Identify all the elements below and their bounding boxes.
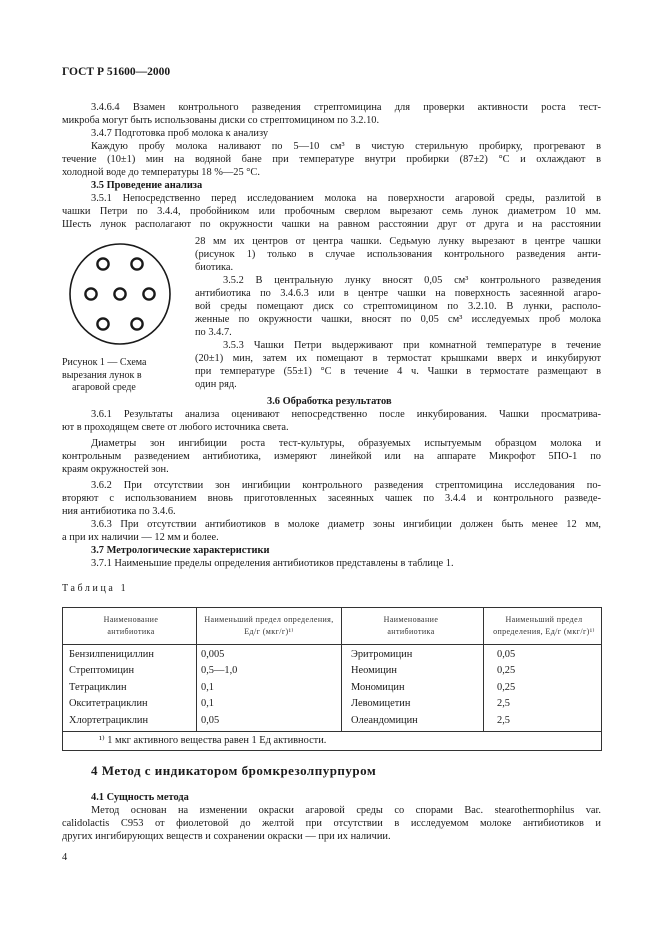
table-header-cell: Наименование антибиотика	[383, 615, 439, 636]
well-bottom-right	[131, 318, 142, 329]
text-line: 3.6.1 Результаты анализа оценивают непосредственно после инкубирования. Чашки просматрива-	[91, 409, 601, 420]
table-cell: Тетрациклин	[69, 681, 127, 693]
table-cell: 0,05	[201, 714, 220, 726]
document-header: ГОСТ Р 51600—2000	[62, 66, 171, 78]
table-cell: 2,5	[497, 698, 510, 710]
table-cell: 0,005	[201, 649, 225, 660]
table-cell: Хлортетрациклин	[69, 714, 149, 726]
table-cell: 0,1	[201, 698, 214, 710]
antibiotics-table	[62, 607, 602, 751]
text-line: 3.7.1 Наименьшие пределы определения антибиотиков представлены в таблице 1.	[91, 558, 454, 569]
well-top-right	[131, 258, 142, 269]
text-line: 28 мм их центров от центра чашки. Седьмую лунку вырезают в центре чашки	[195, 236, 601, 247]
text-line: по 3.4.7.	[195, 327, 232, 338]
figure-caption-line: агаровой среде	[72, 382, 136, 393]
section-heading: 4.1 Сущность метода	[91, 792, 189, 803]
table-header-cell: Наименьший предел определения, Ед/г (мкг/г)¹⁾	[204, 615, 334, 636]
text-line: ния антибиотика по 3.4.6.	[62, 506, 176, 517]
text-line: холодной воде до температуры 18 %—25 °С.	[62, 167, 260, 178]
petri-dish-figure	[62, 236, 178, 352]
well-top-left	[97, 258, 108, 269]
table-cell: Окситетрациклин	[69, 698, 148, 710]
well-bottom-left	[97, 318, 108, 329]
text-line: микроба могут быть использованы диски со стрептомицином по 3.2.10.	[62, 115, 380, 126]
table-caption: Таблица 1	[62, 583, 129, 594]
text-line: антибиотика по 3.4.6.3 или в центре чашки на поверхность засеянной агаро-	[195, 288, 601, 299]
table-cell: 0,5—1,0	[201, 665, 238, 677]
table-header-cell: Наименьший предел определения, Ед/г (мкг/г)¹⁾	[493, 615, 595, 636]
text-line: Диаметры зон ингибиции роста тест-культуры, образуемых испытуемым образцом молока и	[91, 438, 601, 449]
table-cell: Эритромицин	[351, 649, 413, 660]
text-line: а при их наличии — 12 мм и более.	[62, 532, 219, 543]
text-line: ют в проходящем свете от любого источника света.	[62, 422, 289, 433]
section-heading: 3.6 Обработка результатов	[267, 396, 392, 407]
table-header-cell: Наименование антибиотика	[103, 615, 159, 636]
well-middle-right	[143, 288, 154, 299]
table-cell: 2,5	[497, 714, 510, 726]
text-line: 3.5.2 В центральную лунку вносят 0,05 см³ контрольного разведения	[223, 275, 601, 286]
figure-caption	[62, 357, 172, 395]
section-heading: 3.5 Проведение анализа	[91, 180, 203, 191]
page-number: 4	[62, 852, 68, 863]
table-cell: Олеандомицин	[351, 714, 418, 726]
text-line: при температуре (55±1) °С в течение 4 ч. Чашки в термостате размещают в	[195, 366, 601, 377]
text-line: (рисунок 1) только в случае использования контрольного разведения анти-	[195, 249, 601, 260]
text-line: 3.5.1 Непосредственно перед исследованием молока на поверхности агаровой среды, разлитой в	[91, 193, 601, 204]
well-middle-left	[85, 288, 96, 299]
table-footnote: ¹⁾ 1 мкг активного вещества равен 1 Ед активности.	[99, 735, 327, 746]
text-line: Каждую пробу молока наливают по 5—10 см³ в чистую стерильную пробирку, прогревают в	[91, 141, 601, 152]
text-line: течение (10±1) мин на водяной бане при температуре внутри пробирки (87±2) °С и охлаждают в	[62, 154, 601, 165]
well-center	[114, 288, 125, 299]
text-line: вторяют с использованием вновь приготовленных засеянных чашек по 3.4.4 и контрольного разведе-	[62, 493, 601, 504]
table-cell: Неомицин	[351, 665, 397, 677]
text-line: Метод основан на изменении окраски агаровой среды со спорами Bac. stearothermophilus var.	[91, 805, 601, 816]
text-line: чашки Петри по 3.4.4, пробойником или пробочным сверлом вырезают семь лунок диаметром 10 мм.	[62, 206, 601, 217]
table-cell: 0,25	[497, 681, 516, 693]
table-cell: 0,05	[497, 649, 516, 660]
text-line: биотика.	[195, 262, 234, 273]
text-line: один ряд.	[195, 379, 237, 390]
text-line: 3.4.7 Подготовка проб молока к анализу	[91, 128, 269, 139]
table-cell: 0,1	[201, 681, 214, 693]
text-line: Шесть лунок располагают по окружности чашки на равном расстоянии друг от друга и на расстоянии	[62, 219, 601, 230]
section-4-title: 4 Метод с индикатором бромкрезолпурпуром	[91, 763, 377, 778]
table-cell: Левомицетин	[351, 698, 411, 710]
text-line: краям окружностей зон.	[62, 464, 169, 475]
table-cell: Стрептомицин	[69, 665, 135, 677]
figure-caption-line: вырезания лунок в	[62, 369, 142, 381]
text-line: 3.6.3 При отсутствии антибиотиков в молоке диаметр зоны ингибиции должен быть менее 12 мм,	[91, 519, 601, 530]
table-cell: 0,25	[497, 665, 516, 677]
text-line: женные по окружности чашки, вносят по 0,05 см³ исследуемых проб молока	[195, 314, 601, 325]
text-line: вой среды помещают диск со стрептомицином по 3.2.10. В лунки, располо-	[195, 301, 601, 312]
text-line: (20±1) мин, затем их помещают в термостат крышками вверх и инкубируют	[195, 353, 601, 364]
table-cell: Бензилпенициллин	[69, 649, 154, 660]
text-line: 3.5.3 Чашки Петри выдерживают при комнатной температуре в течение	[223, 340, 601, 351]
figure-caption-line: Рисунок 1 — Схема	[62, 357, 147, 368]
text-line: 3.4.6.4 Взамен контрольного разведения стрептомицина для проверки активности роста тест-	[91, 102, 601, 113]
table-cell: Мономицин	[351, 681, 405, 693]
text-line: контрольным разведением антибиотика, измеряют линейкой или на аппарате Микрофот 5ПО-1 по	[62, 451, 601, 462]
section-heading: 3.7 Метрологические характеристики	[91, 545, 270, 556]
text-line: calidolactis С953 от фиолетовой до желтой при отсутствии в исследуемом молоке антибиотиков и	[62, 818, 601, 829]
text-line: 3.6.2 При отсутствии зон ингибиции контрольного разведения стрептомицина исследования по-	[91, 480, 601, 491]
text-line: других ингибирующих веществ и сохранении окраски — при их наличии.	[62, 831, 391, 842]
